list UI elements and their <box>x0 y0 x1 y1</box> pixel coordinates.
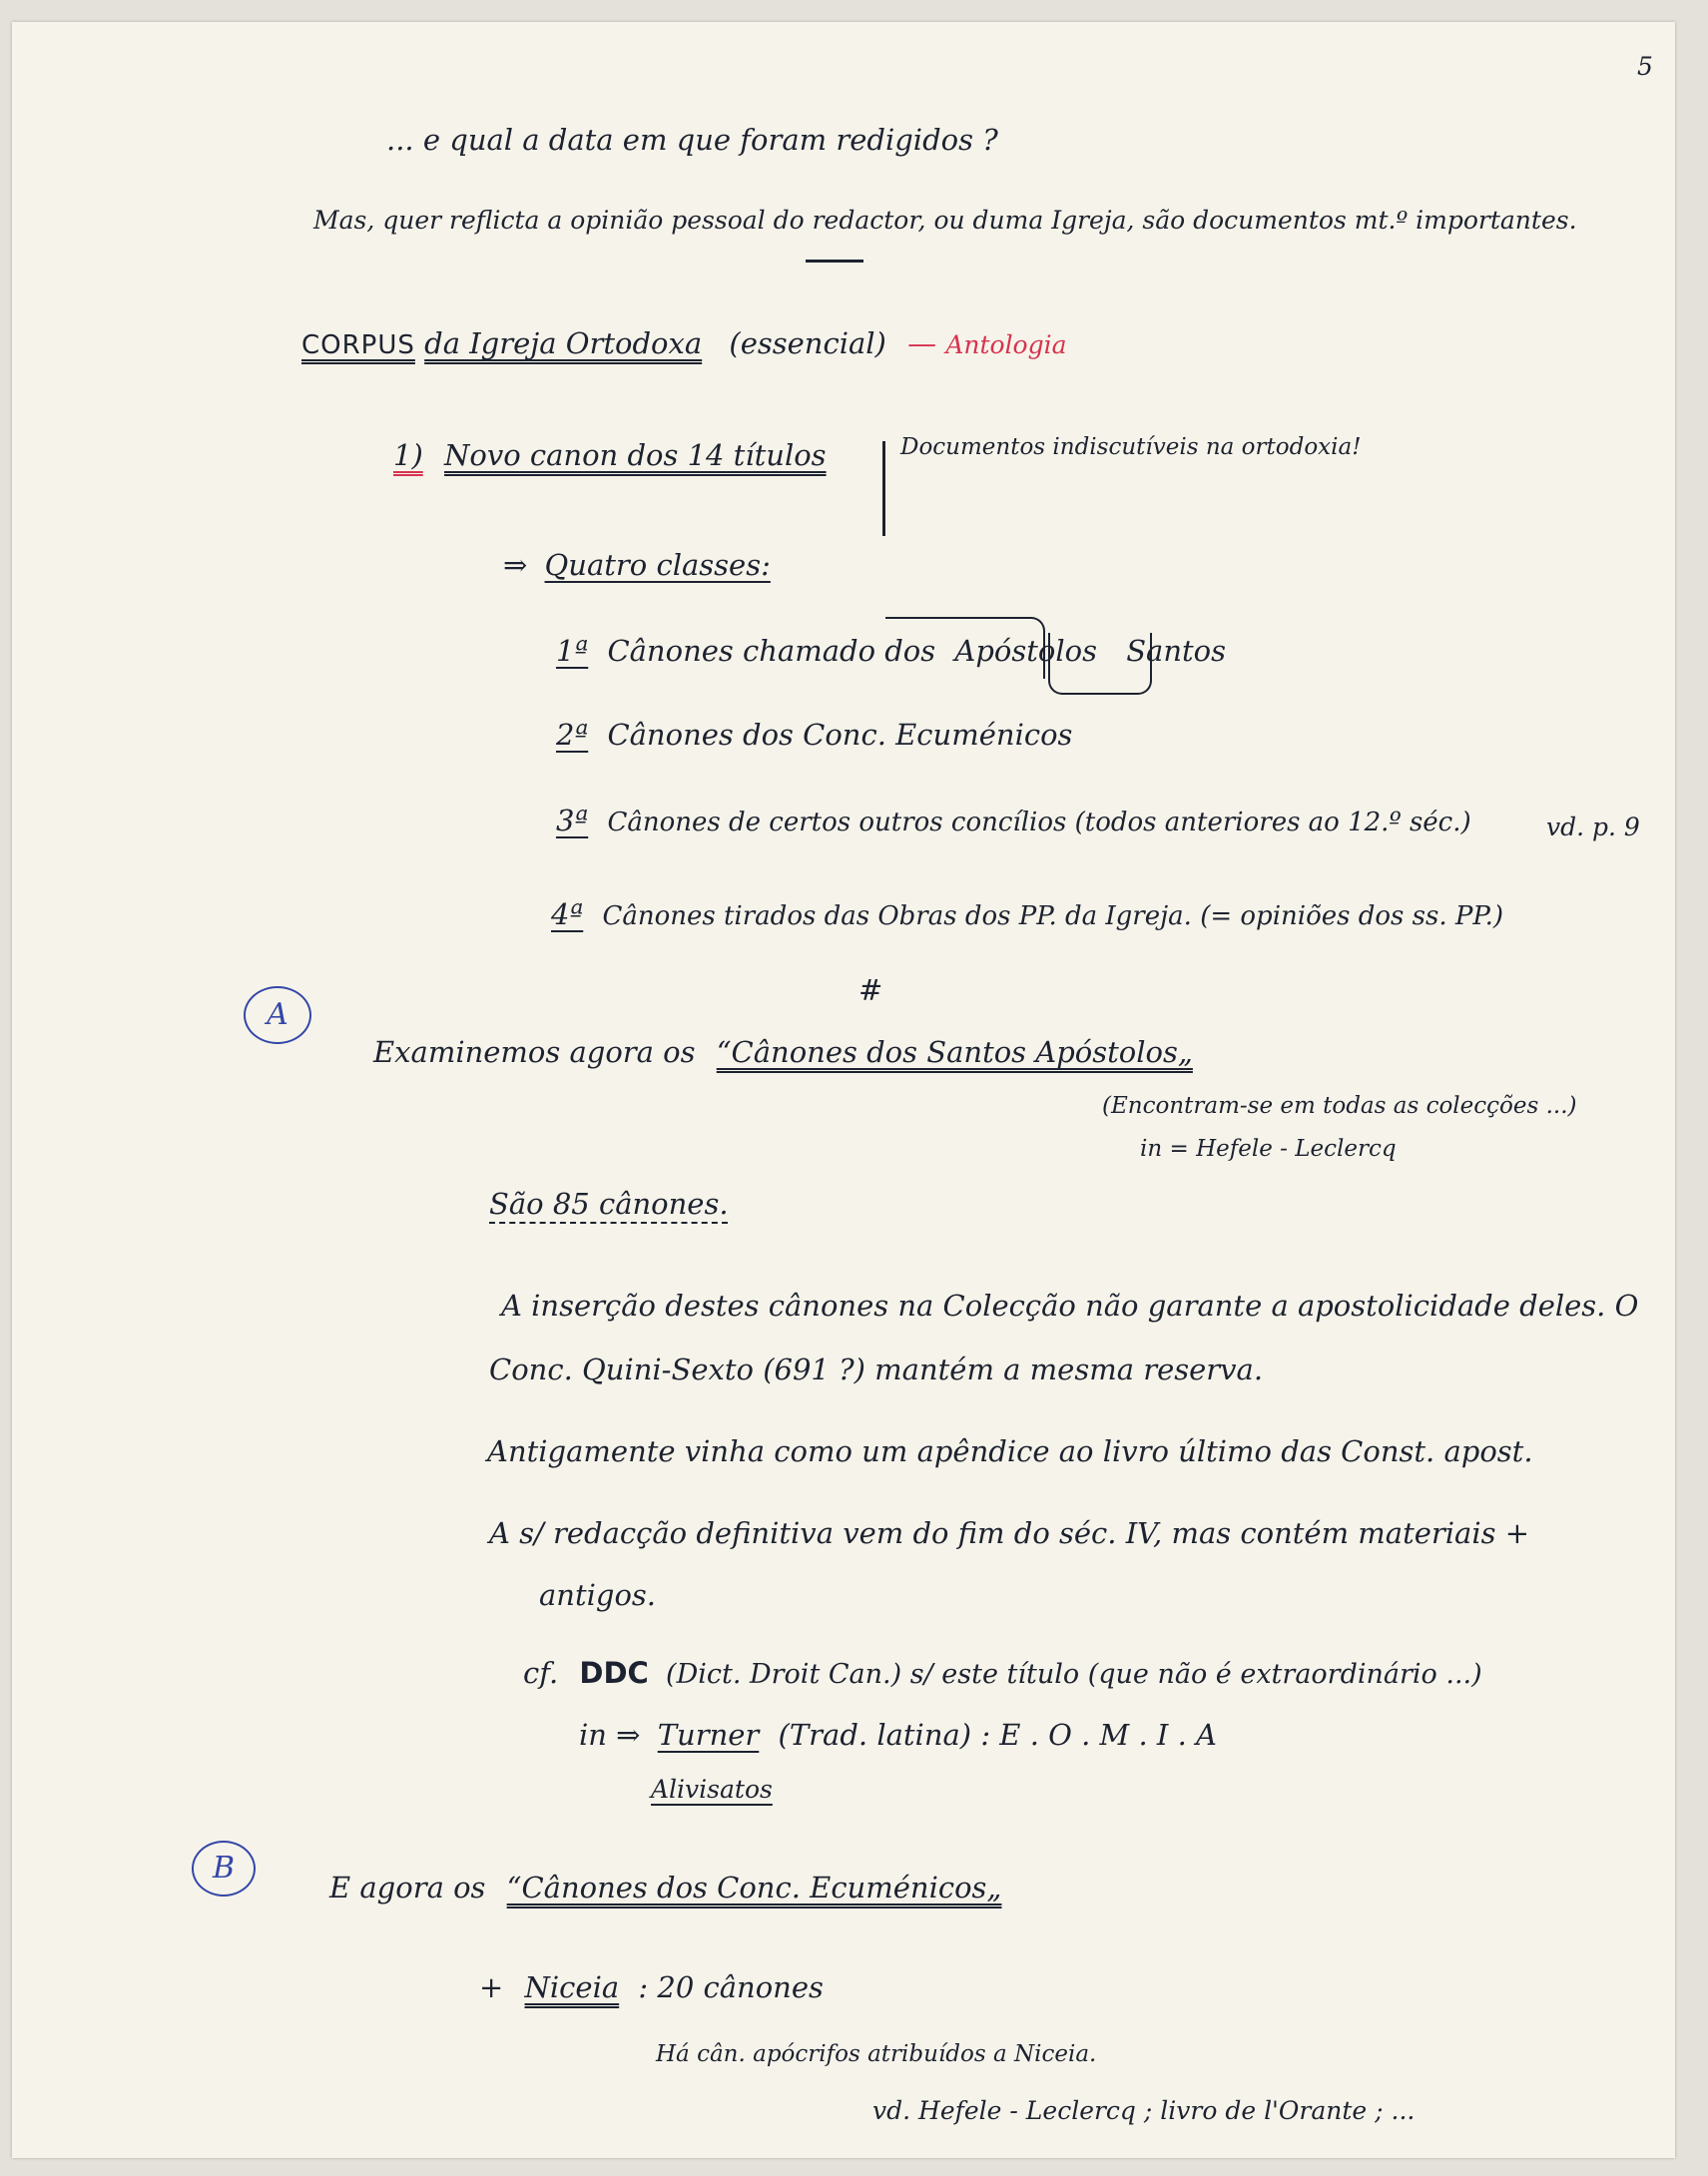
class-boxed-b: Santos <box>1126 634 1227 668</box>
section-a-badge: A <box>244 986 311 1044</box>
classes-heading-text: Quatro classes: <box>544 548 771 582</box>
section-b-intro: E agora os <box>329 1871 486 1904</box>
class-text: Cânones dos Conc. Ecuménicos <box>607 718 1073 752</box>
manuscript-page <box>12 22 1675 2158</box>
item1-title: Novo canon dos 14 títulos <box>443 438 827 472</box>
section-a-heading <box>373 1035 1193 1069</box>
in-label: in ⇒ <box>579 1718 641 1752</box>
corpus-title: da Igreja Ortodoxa <box>424 326 703 360</box>
section-mark: # <box>858 973 883 1007</box>
corpus-antologia: Antologia <box>945 330 1067 359</box>
item1-divider <box>882 441 885 536</box>
item1-number: 1) <box>393 438 423 472</box>
section-a-in <box>579 1718 1217 1752</box>
section-a-note2: in = Hefele - Leclercq <box>1140 1136 1397 1162</box>
line-question: ... e qual a data em que foram redigidos ? <box>386 123 998 157</box>
item1-line <box>393 438 827 472</box>
corpus-dash: — <box>907 326 937 360</box>
corpus-label: CORPUS <box>301 330 415 360</box>
section-a-title: “Cânones dos Santos Apóstolos„ <box>716 1035 1193 1069</box>
section-b-note2: vd. Hefele - Leclercq ; livro de l'Orante ; ... <box>872 2096 1416 2125</box>
class-ord: 2ª <box>556 718 589 752</box>
class-text: Cânones tirados das Obras dos PP. da Igreja. (= opiniões dos ss. PP.) <box>602 901 1503 931</box>
corpus-heading <box>301 326 1067 360</box>
class-3-ref: vd. p. 9 <box>1546 813 1640 841</box>
section-b-heading <box>329 1871 1002 1904</box>
class-ord: 1ª <box>556 634 589 668</box>
class-item-4 <box>551 897 1503 931</box>
section-a-p3: Antigamente vinha como um apêndice ao livro último das Const. apost. <box>487 1434 1533 1468</box>
section-a-intro: Examinemos agora os <box>373 1035 696 1069</box>
section-a-p2: Conc. Quini-Sexto (691 ?) mantém a mesma reserva. <box>489 1353 1264 1386</box>
class-item-3 <box>556 804 1471 837</box>
turner-rest: (Trad. latina) : E . O . M . I . A <box>778 1718 1217 1752</box>
section-a-p4: A s/ redacção definitiva vem do fim do séc. IV, mas contém materiais + <box>489 1516 1530 1550</box>
section-a-p5: antigos. <box>539 1578 657 1612</box>
santos-box <box>1048 633 1152 695</box>
apostolos-box <box>885 617 1045 679</box>
section-a-note1: (Encontram-se em todas as colecções ...) <box>1102 1093 1577 1119</box>
section-b-badge: B <box>192 1841 256 1897</box>
page-number: 5 <box>1637 52 1653 81</box>
section-b-niceia <box>479 1970 824 2004</box>
corpus-essencial: (essencial) <box>729 326 886 360</box>
item1-side-note: Documentos indiscutíveis na ortodoxia! <box>900 434 1362 460</box>
niceia: Niceia <box>524 1970 620 2004</box>
class-ord: 4ª <box>551 897 584 931</box>
class-boxed-a: Apóstolos <box>954 634 1097 668</box>
section-b-title: “Cânones dos Conc. Ecuménicos„ <box>506 1871 1002 1904</box>
class-item-2 <box>556 718 1073 752</box>
alivisatos: Alivisatos <box>651 1775 773 1804</box>
cf-rest: (Dict. Droit Can.) s/ este título (que não é extraordinário ...) <box>666 1659 1482 1690</box>
arrow-icon: ⇒ <box>503 548 528 582</box>
section-a-count: São 85 cânones. <box>489 1187 729 1221</box>
niceia-rest: : 20 cânones <box>638 1970 824 2004</box>
class-ord: 3ª <box>556 804 589 837</box>
turner: Turner <box>657 1718 760 1752</box>
plus-icon: + <box>479 1970 504 2004</box>
classes-heading <box>503 548 771 582</box>
line-importance: Mas, quer reflicta a opinião pessoal do redactor, ou duma Igreja, são documentos mt.º importantes. <box>313 206 1577 235</box>
separator-rule <box>806 260 863 263</box>
cf-label: cf. <box>523 1656 559 1690</box>
section-a-cf <box>523 1656 1482 1690</box>
class-text: Cânones de certos outros concílios (todos anteriores ao 12.º séc.) <box>607 808 1471 837</box>
cf-ddc: DDC <box>579 1656 649 1690</box>
section-b-note1: Há cân. apócrifos atribuídos a Niceia. <box>656 2041 1097 2067</box>
section-a-p1: A inserção destes cânones na Colecção não garante a apostolicidade deles. O <box>501 1289 1639 1323</box>
class-text: Cânones chamado dos <box>607 634 936 668</box>
